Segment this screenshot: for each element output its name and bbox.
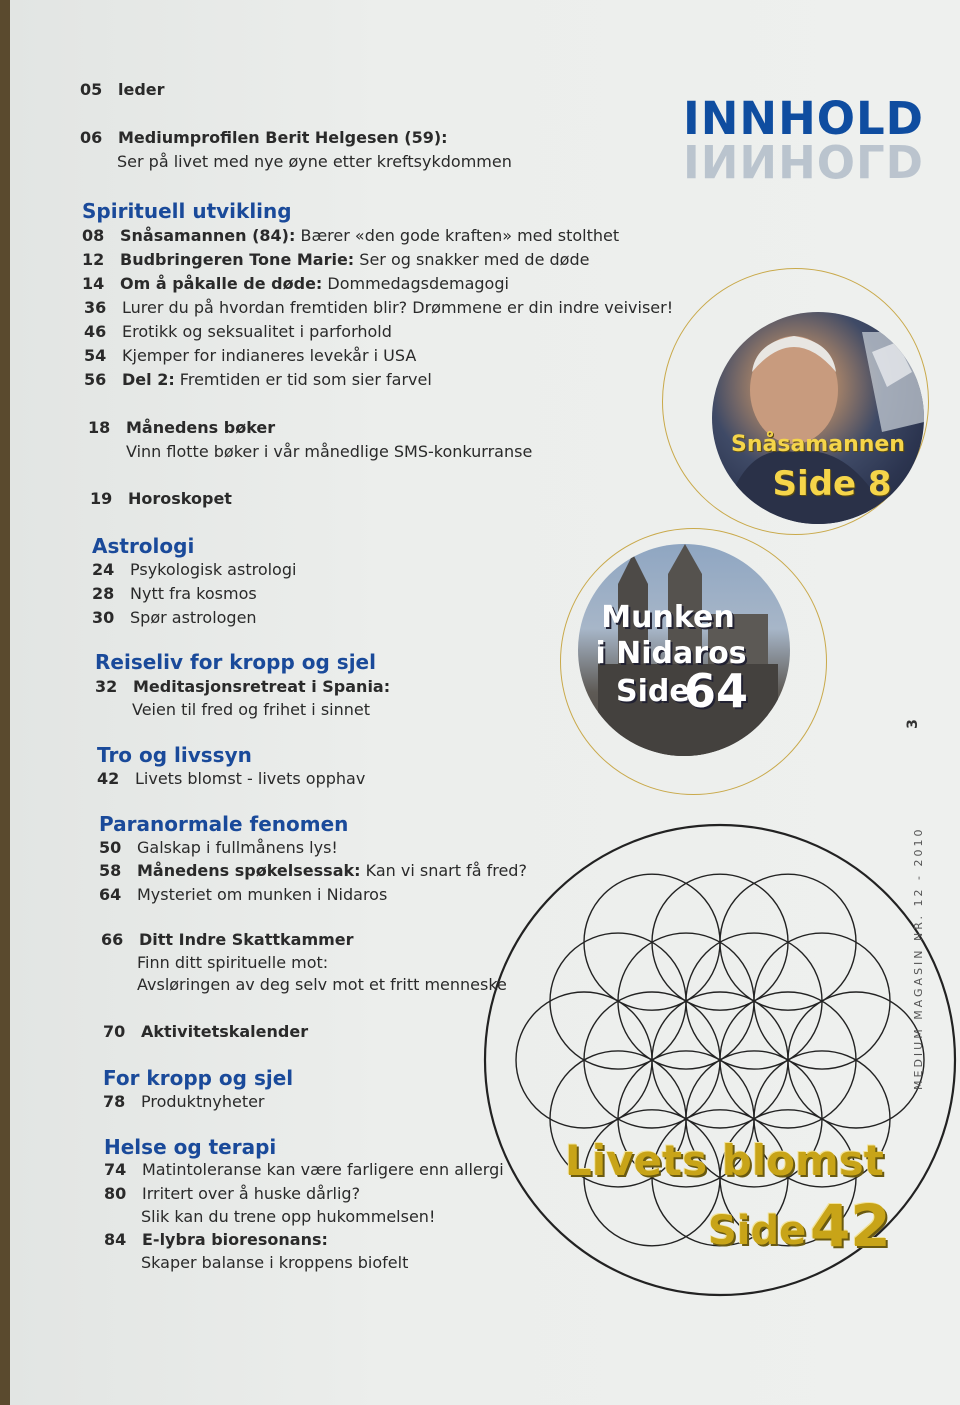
toc-entry[interactable] <box>80 80 165 99</box>
entry-title: Mediumprofilen Berit Helgesen (59): <box>118 128 448 147</box>
page-number: 12 <box>82 250 105 269</box>
feature-page: Side 8 <box>772 464 892 504</box>
entry-title: E-lybra bioresonans: <box>142 1230 328 1249</box>
entry-text: Matintoleranse kan være farligere enn allergi <box>142 1160 504 1179</box>
feature-title: Snåsamannen <box>731 432 905 457</box>
section-heading: Astrologi <box>92 534 195 558</box>
page-number: 30 <box>92 608 115 627</box>
entry-text: Kan vi snart få fred? <box>360 861 527 880</box>
page-number: 80 <box>104 1184 127 1203</box>
section-heading: Paranormale fenomen <box>99 812 349 836</box>
page-number: 08 <box>82 226 105 245</box>
page-number: 84 <box>104 1230 127 1249</box>
entry-text: Lurer du på hvordan fremtiden blir? Drømmene er din indre veiviser! <box>122 298 674 317</box>
page-number: 42 <box>97 769 120 788</box>
toc-entry[interactable] <box>82 250 589 269</box>
page-number: 70 <box>103 1022 126 1041</box>
entry-title: Snåsamannen (84): <box>120 226 296 245</box>
toc-entry[interactable] <box>95 677 390 696</box>
entry-text: Dommedagsdemagogi <box>322 274 509 293</box>
page-number: 14 <box>82 274 105 293</box>
toc-entry[interactable] <box>104 1160 504 1179</box>
page-number: 64 <box>99 885 122 904</box>
entry-title: Ditt Indre Skattkammer <box>139 930 354 949</box>
entry-text: Galskap i fullmånens lys! <box>137 838 338 857</box>
entry-title: Budbringeren Tone Marie: <box>120 250 355 269</box>
entry-subtitle: Avsløringen av deg selv mot et fritt menneske <box>137 975 507 994</box>
entry-title: Aktivitetskalender <box>141 1022 309 1041</box>
entry-title: Meditasjonsretreat i Spania: <box>133 677 391 696</box>
page-title-reflection: INNHOLD <box>683 134 925 187</box>
entry-title: Månedens spøkelsessak: <box>137 861 361 880</box>
page-number: 05 <box>80 80 103 99</box>
toc-entry[interactable] <box>104 1230 328 1249</box>
feature-page-number: 42 <box>810 1192 891 1260</box>
toc-entry[interactable] <box>88 418 275 437</box>
toc-entry[interactable] <box>103 1022 308 1041</box>
toc-entry[interactable] <box>92 608 257 627</box>
toc-entry[interactable] <box>84 370 432 389</box>
section-heading: Helse og terapi <box>104 1135 277 1159</box>
entry-text: Ser og snakker med de døde <box>354 250 590 269</box>
feature-page-label: Side <box>616 674 690 709</box>
page-number: 54 <box>84 346 107 365</box>
page-number: 19 <box>90 489 113 508</box>
entry-title: leder <box>118 80 165 99</box>
page-number: 56 <box>84 370 107 389</box>
toc-entry[interactable] <box>92 560 296 579</box>
toc-entry[interactable] <box>92 584 257 603</box>
entry-title: Om å påkalle de døde: <box>120 274 323 293</box>
page-number: 46 <box>84 322 107 341</box>
toc-entry[interactable] <box>104 1184 360 1203</box>
entry-text: Erotikk og seksualitet i parforhold <box>122 322 392 341</box>
toc-entry[interactable] <box>97 769 365 788</box>
page-number: 36 <box>84 298 107 317</box>
entry-text: Kjemper for indianeres levekår i USA <box>122 346 417 365</box>
toc-entry[interactable] <box>84 322 392 341</box>
feature-page-number: 64 <box>684 664 749 718</box>
page-number: 28 <box>92 584 115 603</box>
feature-page-label: Side <box>708 1208 807 1254</box>
feature-title: Munken <box>601 600 735 635</box>
section-heading: Spirituell utvikling <box>82 199 292 223</box>
nidaros-photo[interactable] <box>578 544 790 756</box>
entry-text: Mysteriet om munken i Nidaros <box>137 885 388 904</box>
toc-entry[interactable] <box>84 298 673 317</box>
snasamannen-photo[interactable] <box>712 312 924 524</box>
entry-text: Psykologisk astrologi <box>130 560 297 579</box>
toc-entry[interactable] <box>82 274 509 293</box>
toc-entry[interactable] <box>84 346 416 365</box>
entry-text: Bærer «den gode kraften» med stolthet <box>295 226 620 245</box>
entry-subtitle: Veien til fred og frihet i sinnet <box>132 700 370 719</box>
entry-text: Livets blomst - livets opphav <box>135 769 366 788</box>
entry-subtitle: Skaper balanse i kroppens biofelt <box>141 1253 409 1272</box>
page-number: 24 <box>92 560 115 579</box>
page-number: 18 <box>88 418 111 437</box>
toc-entry[interactable] <box>90 489 232 508</box>
page-number: 50 <box>99 838 122 857</box>
toc-entry[interactable] <box>99 885 387 904</box>
toc-entry[interactable] <box>99 838 338 857</box>
feature-title: Livets blomst <box>565 1136 884 1185</box>
toc-entry[interactable] <box>103 1092 265 1111</box>
entry-subtitle: Slik kan du trene opp hukommelsen! <box>141 1207 436 1226</box>
page-title: INNHOLD <box>683 92 925 145</box>
toc-entry[interactable] <box>101 930 354 949</box>
entry-text: Irritert over å huske dårlig? <box>142 1184 361 1203</box>
page-number: 74 <box>104 1160 127 1179</box>
page-number-folio: 3 <box>904 719 921 729</box>
toc-entry[interactable] <box>99 861 527 880</box>
toc-entry[interactable] <box>82 226 619 245</box>
entry-title: Del 2: <box>122 370 175 389</box>
entry-title: Månedens bøker <box>126 418 276 437</box>
entry-subtitle: Vinn flotte bøker i vår månedlige SMS-konkurranse <box>126 442 533 461</box>
entry-subtitle: Finn ditt spirituelle mot: <box>137 953 329 972</box>
entry-text: Produktnyheter <box>141 1092 265 1111</box>
page-number: 78 <box>103 1092 126 1111</box>
section-heading: For kropp og sjel <box>103 1066 294 1090</box>
entry-subtitle: Ser på livet med nye øyne etter kreftsykdommen <box>117 152 512 171</box>
entry-text: Fremtiden er tid som sier farvel <box>174 370 432 389</box>
section-heading: Tro og livssyn <box>97 743 252 767</box>
page-number: 32 <box>95 677 118 696</box>
page-number: 06 <box>80 128 103 147</box>
feature-subtitle: i Nidaros <box>595 636 747 671</box>
magazine-issue-label: MEDIUM MAGASIN NR. 12 - 2010 <box>912 826 925 1090</box>
page-number: 66 <box>101 930 124 949</box>
entry-text: Spør astrologen <box>130 608 257 627</box>
page-number: 58 <box>99 861 122 880</box>
entry-text: Nytt fra kosmos <box>130 584 257 603</box>
section-heading: Reiseliv for kropp og sjel <box>95 650 376 674</box>
toc-entry[interactable] <box>80 128 448 147</box>
entry-title: Horoskopet <box>128 489 232 508</box>
